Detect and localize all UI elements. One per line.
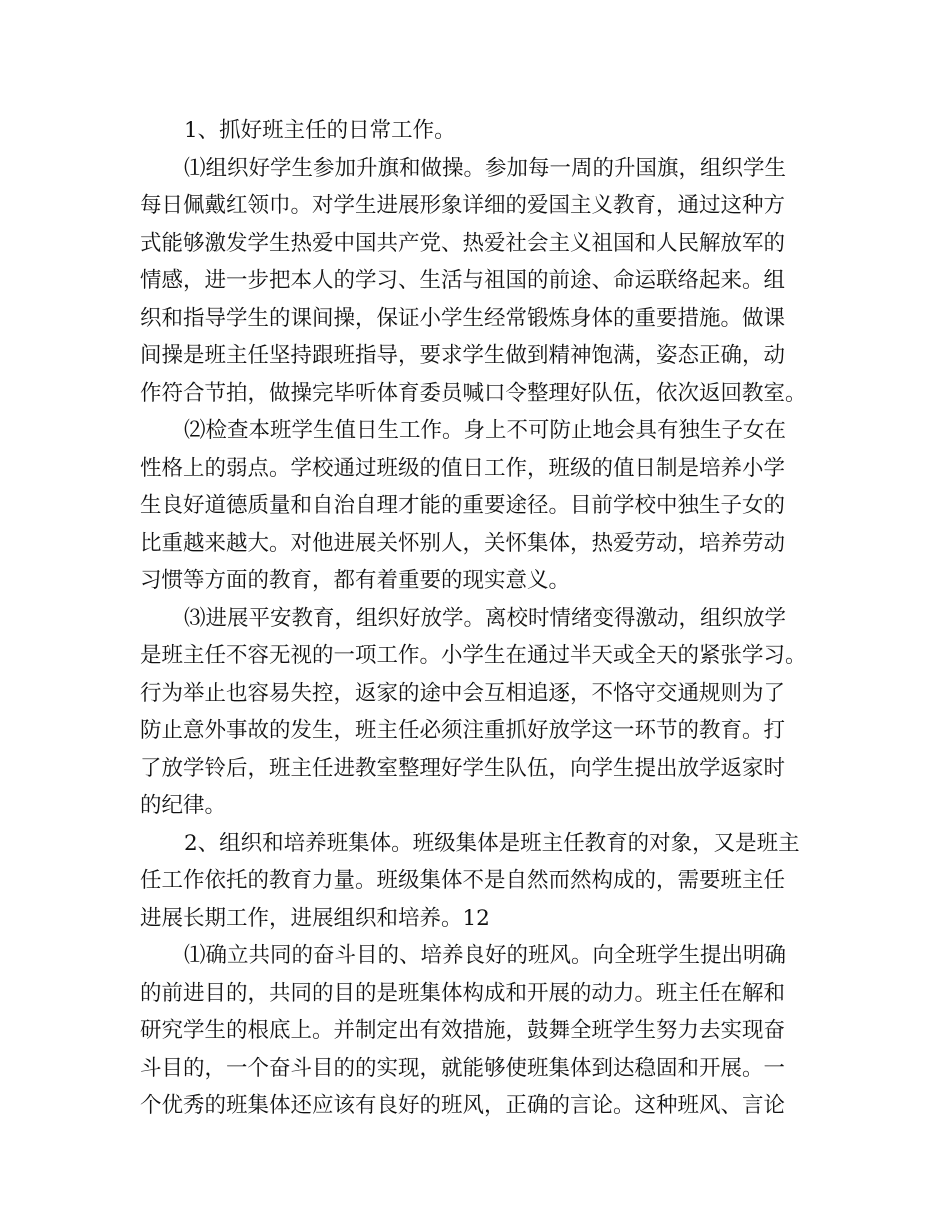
paragraph-line: 生良好道德质量和自治自理才能的重要途径。目前学校中独生子女的 xyxy=(140,493,786,518)
paragraph-line: 作符合节拍，做操完毕听体育委员喊口令整理好队伍，依次返回教室。 xyxy=(140,380,807,406)
paragraph-line: 间操是班主任坚持跟班指导，要求学生做到精神饱满，姿态正确，动 xyxy=(140,343,786,368)
document-body xyxy=(140,112,810,1125)
paragraph-line: 比重越来越大。对他进展关怀别人，关怀集体，热爱劳动，培养劳动 xyxy=(140,530,786,556)
paragraph-line: 织和指导学生的课间操，保证小学生经常锻炼身体的重要措施。做课 xyxy=(140,305,786,331)
paragraph-line: 行为举止也容易失控，返家的途中会互相追逐，不恪守交通规则为了 xyxy=(140,680,786,706)
paragraph-line: ⑴确立共同的奋斗目的、培养良好的班风。向全班学生提出明确 xyxy=(184,943,787,968)
paragraph-line: 性格上的弱点。学校通过班级的值日工作，班级的值日制是培养小学 xyxy=(140,455,786,481)
paragraph-line: 每日佩戴红领巾。对学生进展形象详细的爱国主义教育，通过这种方 xyxy=(140,193,786,218)
paragraph-line: 进展长期工作，进展组织和培养。12 xyxy=(140,905,490,931)
heading-class-collective: 2、组织和培养班集体。班级集体是班主任教育的对象，又是班主 xyxy=(184,830,800,856)
paragraph-line: ⑴组织好学生参加升旗和做操。参加每一周的升国旗，组织学生 xyxy=(184,155,787,181)
paragraph-line: 任工作依托的教育力量。班级集体不是自然而然构成的，需要班主任 xyxy=(140,868,786,893)
paragraph-line: 研究学生的根底上。并制定出有效措施，鼓舞全班学生努力去实现奋 xyxy=(140,1018,786,1043)
heading-daily-work: 1、抓好班主任的日常工作。 xyxy=(184,118,456,143)
paragraph-line: 防止意外事故的发生，班主任必须注重抓好放学这一环节的教育。打 xyxy=(140,718,786,743)
paragraph-line: ⑶进展平安教育，组织好放学。离校时情绪变得激动，组织放学 xyxy=(184,605,787,631)
paragraph-line: 是班主任不容无视的一项工作。小学生在通过半天或全天的紧张学习。 xyxy=(140,643,807,668)
paragraph-line: 式能够激发学生热爱中国共产党、热爱社会主义祖国和人民解放军的 xyxy=(140,230,786,256)
paragraph-line: 习惯等方面的教育，都有着重要的现实意义。 xyxy=(140,568,571,593)
paragraph-line: 的纪律。 xyxy=(140,793,227,818)
paragraph-line: 斗目的，一个奋斗目的的实现，就能够使班集体到达稳固和开展。一 xyxy=(140,1055,786,1081)
paragraph-line: ⑵检查本班学生值日生工作。身上不可防止地会具有独生子女在 xyxy=(184,418,787,443)
paragraph-line: 了放学铃后，班主任进教室整理好学生队伍，向学生提出放学返家时 xyxy=(140,755,786,781)
paragraph-line: 个优秀的班集体还应该有良好的班风，正确的言论。这种班风、言论 xyxy=(140,1093,786,1118)
paragraph-line: 的前进目的，共同的目的是班集体构成和开展的动力。班主任在解和 xyxy=(140,980,786,1006)
paragraph-line: 情感，进一步把本人的学习、生活与祖国的前途、命运联络起来。组 xyxy=(140,268,786,293)
